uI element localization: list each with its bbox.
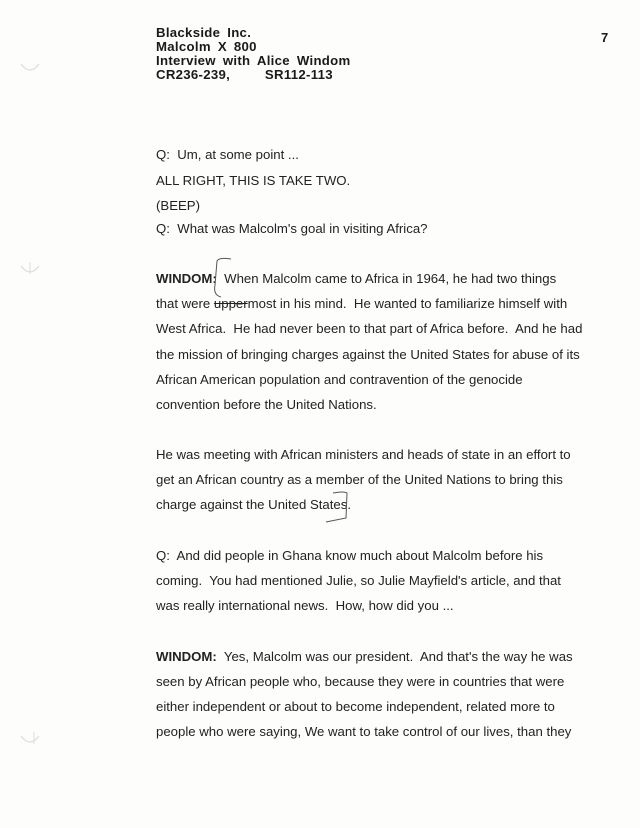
answer-text: that were bbox=[156, 296, 214, 311]
page-number: 7 bbox=[601, 30, 609, 45]
answer-line: charge against the United States. bbox=[156, 497, 352, 512]
answer-line: get an African country as a member of the United Nations to bring this bbox=[156, 472, 563, 487]
binder-hole-bottom bbox=[18, 732, 42, 750]
answer-line: seen by African people who, because they were in countries that were bbox=[156, 674, 565, 689]
answer-text: most in his mind. He wanted to familiarize himself with bbox=[247, 296, 568, 311]
answer-line: people who were saying, We want to take control of our lives, than they bbox=[156, 724, 572, 739]
answer-line bbox=[156, 649, 573, 664]
header-reel-codes: CR236-239, SR112-113 bbox=[156, 67, 333, 82]
answer-line: convention before the United Nations. bbox=[156, 397, 377, 412]
struck-text: upper bbox=[213, 296, 248, 311]
speaker-label: WINDOM: bbox=[156, 649, 217, 664]
question-line: Q: Um, at some point ... bbox=[156, 147, 299, 162]
answer-line: the mission of bringing charges against the United States for abuse of its bbox=[156, 347, 580, 362]
binder-hole-middle bbox=[18, 262, 42, 280]
question-line: coming. You had mentioned Julie, so Julie Mayfield's article, and that bbox=[156, 573, 561, 588]
answer-text: Yes, Malcolm was our president. And that's the way he was bbox=[216, 649, 573, 664]
question-line: Q: And did people in Ghana know much about Malcolm before his bbox=[156, 548, 544, 563]
header-project: Malcolm X 800 bbox=[156, 39, 257, 54]
question-goal: Q: What was Malcolm's goal in visiting Africa? bbox=[156, 221, 428, 236]
production-note-beep: (BEEP) bbox=[156, 198, 200, 213]
answer-line: either independent or about to become independent, related more to bbox=[156, 699, 555, 714]
handwritten-bracket-open bbox=[205, 255, 235, 305]
header-company: Blackside Inc. bbox=[156, 25, 252, 40]
answer-line: He was meeting with African ministers and heads of state in an effort to bbox=[156, 447, 571, 462]
answer-line: African American population and contravention of the genocide bbox=[156, 372, 523, 387]
answer-text: When Malcolm came to Africa in 1964, he had two things bbox=[216, 271, 557, 286]
binder-hole-top bbox=[18, 60, 42, 78]
speaker-label: WINDOM: bbox=[156, 271, 217, 286]
document-header bbox=[156, 26, 351, 82]
production-note: ALL RIGHT, THIS IS TAKE TWO. bbox=[156, 173, 351, 188]
question-line: was really international news. How, how did you ... bbox=[156, 598, 454, 613]
handwritten-bracket-close bbox=[316, 490, 356, 526]
answer-line: West Africa. He had never been to that part of Africa before. And he had bbox=[156, 321, 583, 336]
header-interview-title: Interview with Alice Windom bbox=[156, 53, 351, 68]
